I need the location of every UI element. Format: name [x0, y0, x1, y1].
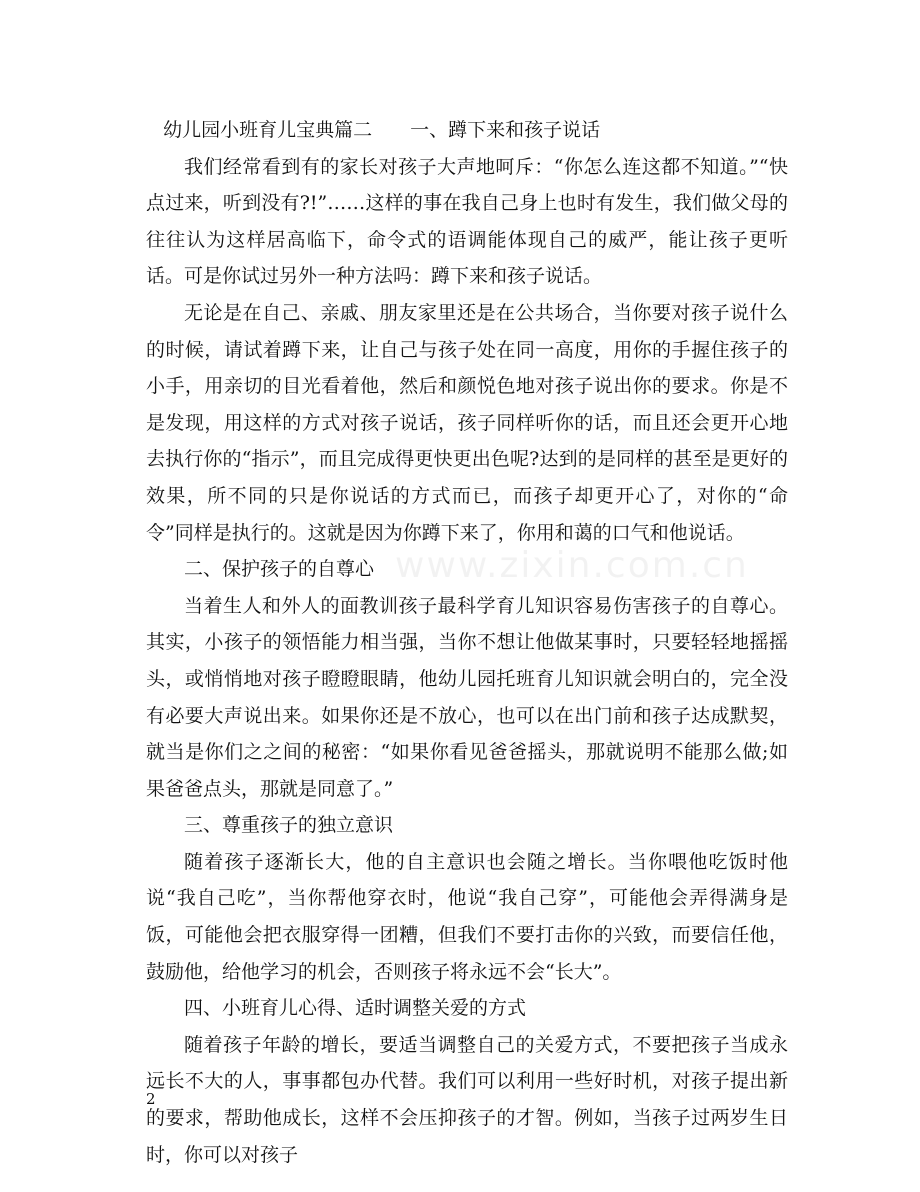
section-heading: 四、小班育儿心得、适时调整关爱的方式: [184, 997, 527, 1020]
paragraph: 我们经常看到有的家长对孩子大声地呵斥：“你怎么连这都不知道。”“快点过来，听到没有?!”……这样的事在我自己身上也时有发生，我们做父母的往往认为这样居高临下，命令式的语调能体现自己的威严，能让孩子更听话。可是你试过另外一种方法吗：蹲下来和孩子说话。: [146, 155, 788, 288]
paragraph: 随着孩子年龄的增长，要适当调整自己的关爱方式，不要把孩子当成永远长不大的人，事事都包办代替。我们可以利用一些好时机，对孩子提出新的要求，帮助他成长，这样不会压抑孩子的才智。例如，当孩子过两岁生日时，你可以对孩子: [146, 1033, 788, 1166]
paragraph: 随着孩子逐渐长大，他的自主意识也会随之增长。当你喂他吃饭时他说“我自己吃”，当你帮他穿衣时，他说“我自己穿”，可能他会弄得满身是饭，可能他会把衣服穿得一团糟，但我们不要打击你的兴致，而要信任他，鼓励他，给他学习的机会，否则孩子将永远不会“长大”。: [146, 850, 788, 983]
page-number: 2: [146, 1090, 156, 1108]
section-heading: 三、尊重孩子的独立意识: [184, 814, 394, 837]
paragraph: 当着生人和外人的面教训孩子最科学育儿知识容易伤害孩子的自尊心。其实，小孩子的领悟能力相当强，当你不想让他做某事时，只要轻轻地摇摇头，或悄悄地对孩子瞪瞪眼睛，他幼儿园托班育儿知识就会明白的，完全没有必要大声说出来。如果你还是不放心，也可以在出门前和孩子达成默契，就当是你们之之间的秘密：“如果你看见爸爸摇头，那就说明不能那么做;如果爸爸点头，那就是同意了。”: [146, 594, 788, 800]
watermark: www.zixin.com.cn: [395, 545, 749, 586]
document-body: [146, 112, 788, 1173]
title-line: 幼儿园小班育儿宝典篇二 一、蹲下来和孩子说话: [163, 119, 601, 141]
section-heading: 二、保护孩子的自尊心: [184, 558, 375, 581]
paragraph: 无论是在自己、亲戚、朋友家里还是在公共场合，当你要对孩子说什么的时候，请试着蹲下来，让自己与孩子处在同一高度，用你的手握住孩子的小手，用亲切的目光看着他，然后和颜悦色地对孩子说出你的要求。你是不是发现，用这样的方式对孩子说话，孩子同样听你的话，而且还会更开心地去执行你的“指示”，而且完成得更快更出色呢?达到的是同样的甚至是更好的效果，所不同的只是你说话的方式而已，而孩子却更开心了，对你的“命令”同样是执行的。这就是因为你蹲下来了，你用和蔼的口气和他说话。: [146, 301, 788, 544]
